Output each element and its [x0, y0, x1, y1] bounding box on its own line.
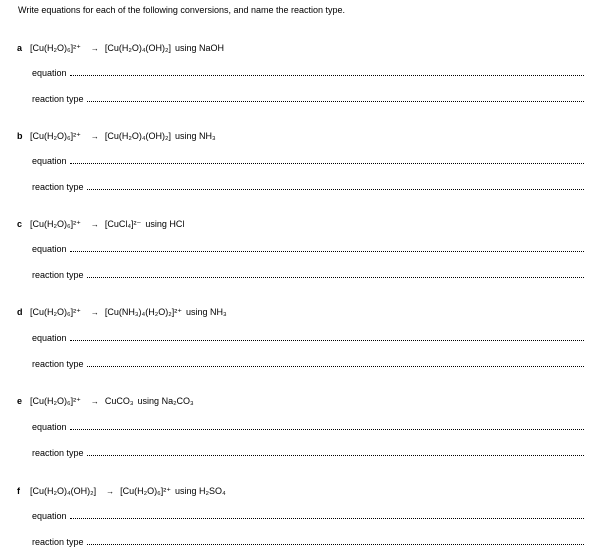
reactant: [Cu(H₂O)₆]²⁺ — [30, 396, 81, 406]
product: [Cu(H₂O)₆]²⁺ — [120, 486, 172, 496]
equation-line-b[interactable] — [32, 156, 584, 166]
product: [Cu(H₂O)₄(OH)₂] — [104, 43, 172, 53]
equation-label: equation — [32, 244, 67, 254]
reagent: using NaOH — [175, 43, 225, 53]
product: [CuCl₄]²⁻ — [104, 219, 142, 229]
question-letter: e — [17, 396, 23, 406]
reactant: [Cu(H₂O)₆]²⁺ — [30, 43, 81, 53]
equation-label: equation — [32, 422, 67, 432]
reaction-type-label: reaction type — [32, 270, 84, 280]
equation-label: equation — [32, 511, 67, 521]
reactant: [Cu(H₂O)₆]²⁺ — [30, 219, 81, 229]
arrow-icon: → — [90, 308, 99, 317]
reaction-type-label: reaction type — [32, 537, 84, 547]
question-letter: b — [17, 131, 23, 141]
reagent: using H₂SO₄ — [175, 486, 226, 496]
reaction-type-label: reaction type — [32, 182, 84, 192]
answer-dots — [87, 448, 584, 456]
reactant: [Cu(H₂O)₆]²⁺ — [30, 131, 81, 141]
answer-dots — [87, 94, 584, 102]
reaction-type-line-c[interactable] — [32, 270, 584, 280]
equation-label: equation — [32, 68, 67, 78]
reaction-type-label: reaction type — [32, 359, 84, 369]
reaction-type-line-f[interactable] — [32, 537, 584, 547]
answer-dots — [70, 511, 584, 519]
arrow-icon: → — [106, 487, 115, 496]
equation-label: equation — [32, 156, 67, 166]
product: [Cu(H₂O)₄(OH)₂] — [104, 131, 172, 141]
reaction-type-label: reaction type — [32, 448, 84, 458]
reagent: using Na₂CO₃ — [137, 396, 194, 406]
reagent: using NH₃ — [185, 307, 227, 317]
answer-dots — [87, 182, 584, 190]
question-letter: c — [17, 219, 23, 229]
arrow-icon: → — [90, 397, 99, 406]
equation-line-a[interactable] — [32, 68, 584, 78]
conversion-b — [17, 131, 216, 142]
reactant: [Cu(H₂O)₄(OH)₂] — [30, 486, 97, 496]
arrow-icon: → — [90, 220, 99, 229]
conversion-d — [17, 307, 227, 318]
reaction-type-label: reaction type — [32, 94, 84, 104]
product: CuCO₃ — [104, 396, 134, 406]
answer-dots — [70, 156, 584, 164]
instruction-text: Write equations for each of the following conversions, and name the reaction type. — [18, 5, 346, 15]
conversion-a — [17, 43, 224, 54]
answer-dots — [70, 422, 584, 430]
equation-line-f[interactable] — [32, 511, 584, 521]
reaction-type-line-d[interactable] — [32, 359, 584, 369]
answer-dots — [70, 244, 584, 252]
reactant: [Cu(H₂O)₆]²⁺ — [30, 307, 81, 317]
reaction-type-line-a[interactable] — [32, 94, 584, 104]
reagent: using NH₃ — [175, 131, 216, 141]
conversion-c — [17, 219, 184, 230]
arrow-icon: → — [90, 44, 99, 53]
conversion-f — [17, 486, 226, 497]
reaction-type-line-b[interactable] — [32, 182, 584, 192]
reaction-type-line-e[interactable] — [32, 448, 584, 458]
product: [Cu(NH₃)₄(H₂O)₂]²⁺ — [104, 307, 182, 317]
answer-dots — [87, 537, 584, 545]
conversion-e — [17, 396, 194, 407]
answer-dots — [87, 270, 584, 278]
answer-dots — [70, 68, 584, 76]
equation-label: equation — [32, 333, 67, 343]
equation-line-e[interactable] — [32, 422, 584, 432]
question-letter: d — [17, 307, 23, 317]
question-letter: a — [17, 43, 23, 53]
reagent: using HCl — [145, 219, 185, 229]
answer-dots — [87, 359, 584, 367]
equation-line-d[interactable] — [32, 333, 584, 343]
question-letter: f — [17, 486, 20, 496]
answer-dots — [70, 333, 584, 341]
equation-line-c[interactable] — [32, 244, 584, 254]
arrow-icon: → — [90, 132, 99, 141]
